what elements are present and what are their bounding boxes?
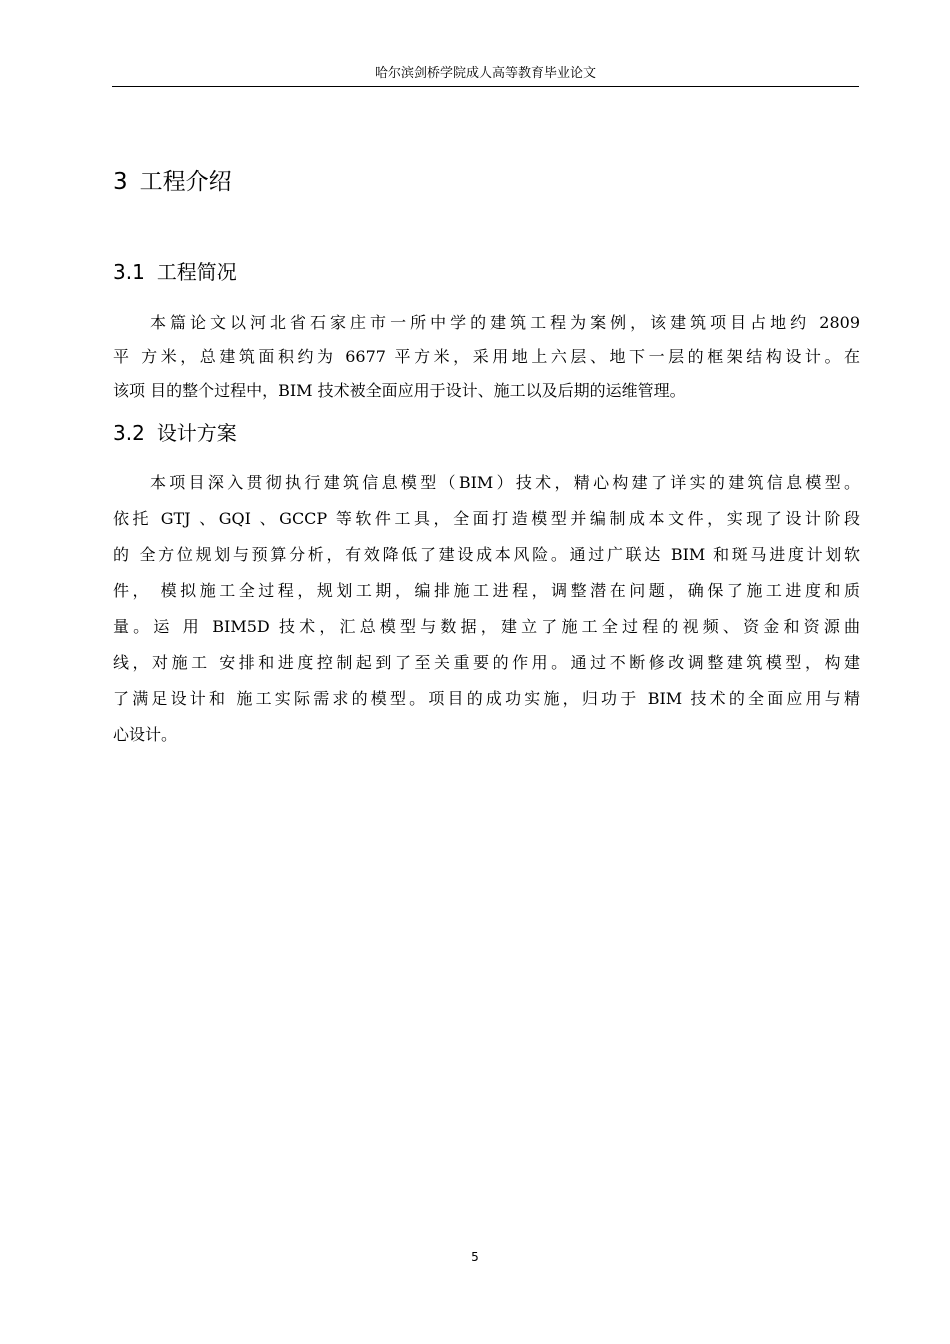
section-title: 设计方案: [156, 421, 237, 445]
paragraph-line: 本篇论文以河北省石家庄市一所中学的建筑工程为案例，该建筑项目占地约 2809: [150, 313, 860, 332]
paragraph-line: 的 全方位规划与预算分析，有效降低了建设成本风险。通过广联达 BIM 和斑马进度计划软: [113, 545, 860, 564]
section-3-2-paragraph: [113, 465, 860, 753]
paragraph-line: 该项 目的整个过程中，BIM 技术被全面应用于设计、施工以及后期的运维管理。: [113, 381, 686, 400]
paragraph-line: 线，对施工 安排和进度控制起到了至关重要的作用。通过不断修改调整建筑模型，构建: [113, 653, 860, 672]
page-number: 5: [471, 1250, 479, 1264]
paragraph-line: 依托 GTJ 、GQI 、GCCP 等软件工具，全面打造模型并编制成本文件，实现了设计阶段: [113, 509, 860, 528]
paragraph-line: 了满足设计和 施工实际需求的模型。项目的成功实施，归功于 BIM 技术的全面应用与精: [113, 689, 860, 708]
paragraph-line: 量。运 用 BIM5D 技术，汇总模型与数据，建立了施工全过程的视频、资金和资源曲: [113, 617, 860, 636]
section-number: 3.2: [113, 421, 145, 445]
section-heading-3-2: [113, 419, 237, 447]
chapter-heading: [113, 166, 232, 198]
section-3-1-paragraph: [113, 306, 860, 408]
paragraph-line: 本项目深入贯彻执行建筑信息模型（BIM）技术，精心构建了详实的建筑信息模型。: [150, 473, 860, 492]
paragraph-line: 心设计。: [113, 725, 178, 744]
header-divider: [112, 86, 859, 87]
section-title: 工程简况: [156, 260, 237, 284]
running-header: 哈尔滨剑桥学院成人高等教育毕业论文: [374, 66, 596, 81]
chapter-number: 3: [113, 169, 128, 195]
chapter-title: 工程介绍: [139, 169, 232, 195]
paragraph-line: 平 方米，总建筑面积约为 6677 平方米，采用地上六层、地下一层的框架结构设计。在: [113, 347, 860, 366]
section-heading-3-1: [113, 258, 237, 286]
section-number: 3.1: [113, 260, 145, 284]
paragraph-line: 件， 模拟施工全过程，规划工期，编排施工进程，调整潜在问题，确保了施工进度和质: [113, 581, 860, 600]
